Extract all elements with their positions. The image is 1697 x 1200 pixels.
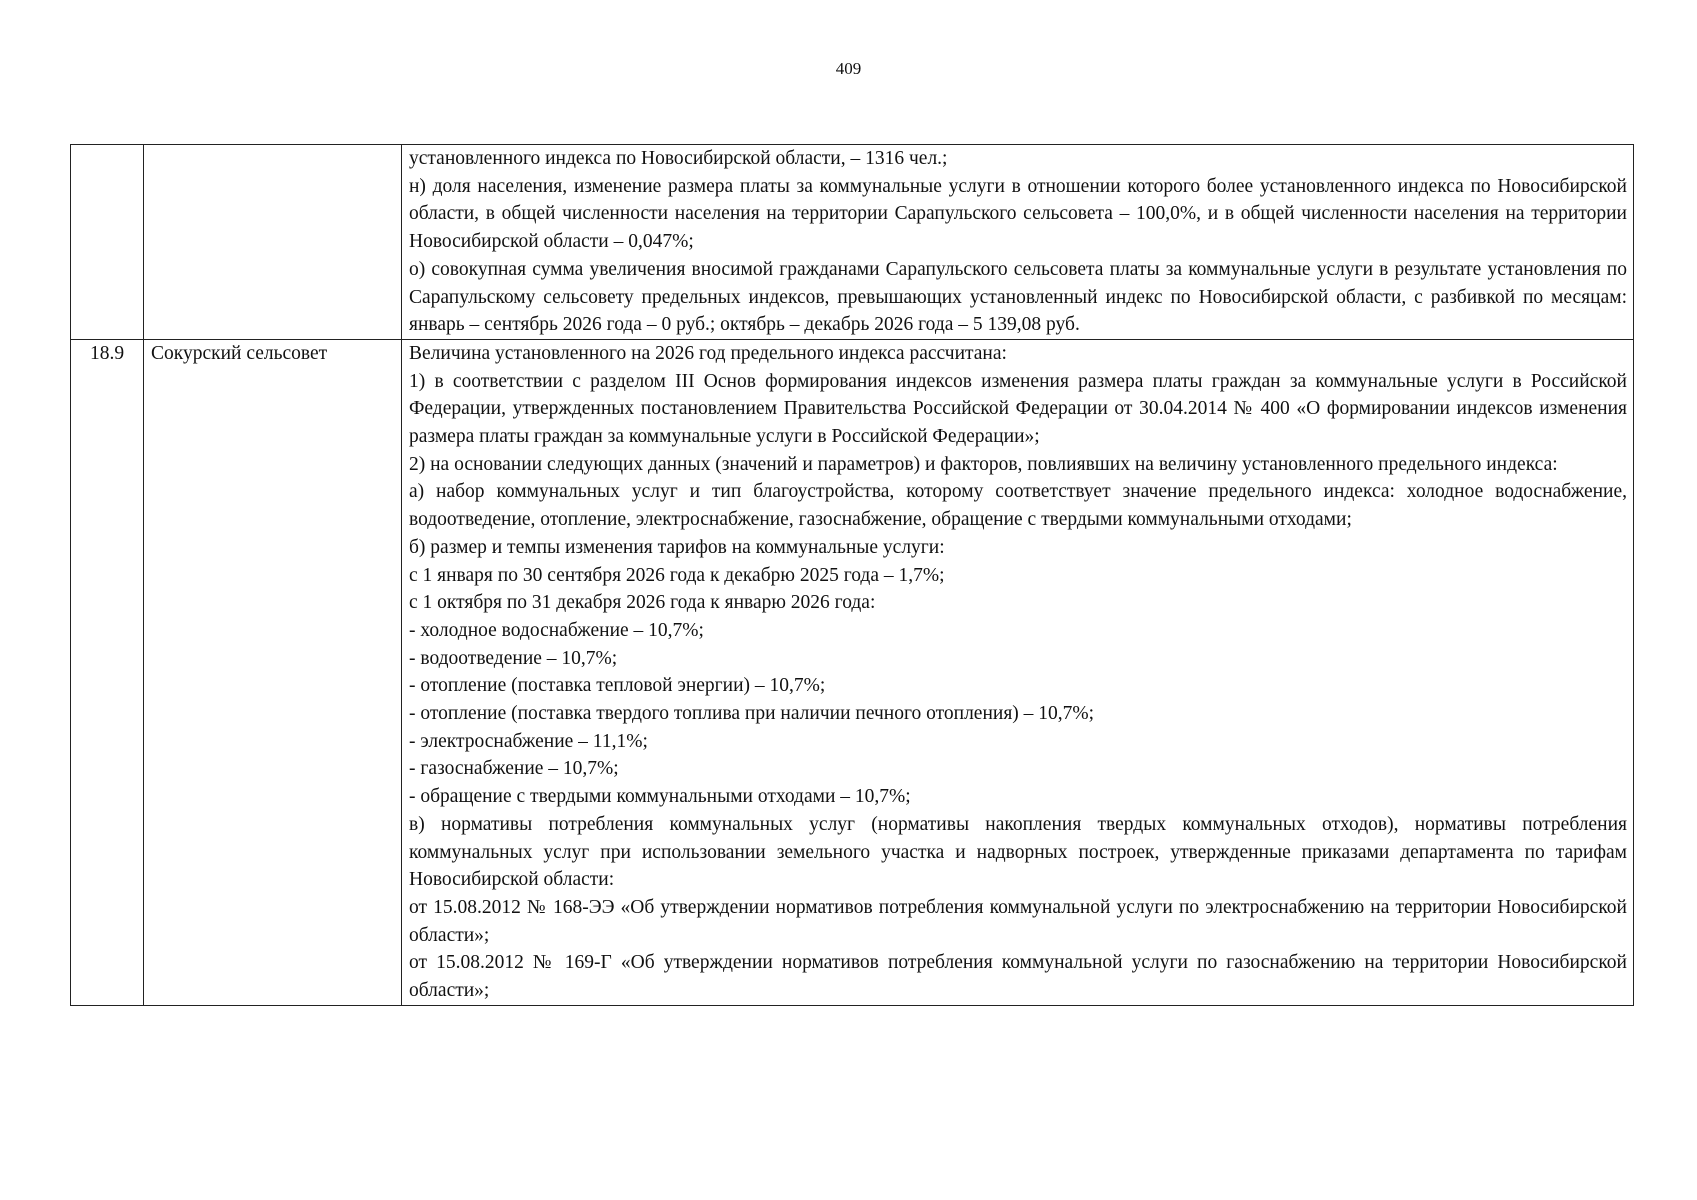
paragraph: от 15.08.2012 № 169-Г «Об утверждении нормативов потребления коммунальной услуги по газоснабжению на территории Новосибирской области»; xyxy=(409,952,1627,1002)
paragraph: - отопление (поставка тепловой энергии) – 10,7%; xyxy=(409,675,826,697)
paragraph: 1) в соответствии с разделом III Основ формирования индексов изменения размера платы граждан за коммунальные услуги в Российской Федерации, утвержденных постановлением Правительства Российской Федерации от 30.04.2014 № 400 «О формировании индексов изменения размера платы граждан за коммунальные услуги в Российской Федерации»; xyxy=(409,370,1627,448)
paragraph: - водоотведение – 10,7%; xyxy=(409,647,618,669)
paragraph: с 1 октября по 31 декабря 2026 года к январю 2026 года: xyxy=(409,592,876,614)
paragraph: - отопление (поставка твердого топлива при наличии печного отопления) – 10,7%; xyxy=(409,703,1095,725)
paragraph: о) совокупная сумма увеличения вносимой гражданами Сарапульского сельсовета платы за коммунальные услуги в результате установления по Сарапульскому сельсовету предельных индексов, превышающих установленный индекс по Новосибирской области, с разбивкой по месяцам: январь – сентябрь 2026 года – 0 руб.; октябрь – декабрь 2026 года – 5 139,08 руб. xyxy=(409,258,1627,336)
paragraph: - холодное водоснабжение – 10,7%; xyxy=(409,619,704,641)
description-cell xyxy=(402,339,1634,1005)
paragraph: установленного индекса по Новосибирской области, – 1316 чел.; xyxy=(409,148,948,169)
paragraph: в) нормативы потребления коммунальных услуг (нормативы накопления твердых коммунальных отходов), нормативы потребления коммунальных услуг при использовании земельного участка и надворных построек, утвержденные приказами департамента по тарифам Новосибирской области: xyxy=(409,813,1627,891)
row-number-cell xyxy=(71,145,144,340)
description-cell xyxy=(402,145,1634,340)
paragraph: - газоснабжение – 10,7%; xyxy=(409,758,619,780)
table-row-continuation xyxy=(71,145,1634,340)
settlement-name-cell xyxy=(144,145,402,340)
paragraph: - обращение с твердыми коммунальными отходами – 10,7%; xyxy=(409,786,911,808)
row-number-cell: 18.9 xyxy=(71,339,144,1005)
paragraph: 2) на основании следующих данных (значений и параметров) и факторов, повлиявших на величину установленного предельного индекса: xyxy=(409,453,1558,475)
settlement-name-cell: Сокурский сельсовет xyxy=(144,339,402,1005)
paragraph: а) набор коммунальных услуг и тип благоустройства, которому соответствует значение предельного индекса: холодное водоснабжение, водоотведение, отопление, электроснабжение, газоснабжение, обращение с твердыми коммунальными отходами; xyxy=(409,481,1627,531)
paragraph: - электроснабжение – 11,1%; xyxy=(409,730,648,752)
index-table xyxy=(70,144,1634,1006)
table-row-18-9 xyxy=(71,339,1634,1005)
paragraph: б) размер и темпы изменения тарифов на коммунальные услуги: xyxy=(409,536,945,558)
paragraph: с 1 января по 30 сентября 2026 года к декабрю 2025 года – 1,7%; xyxy=(409,564,945,586)
page-number: 409 xyxy=(835,59,862,78)
paragraph: Величина установленного на 2026 год предельного индекса рассчитана: xyxy=(409,342,1007,364)
paragraph: от 15.08.2012 № 168-ЭЭ «Об утверждении нормативов потребления коммунальной услуги по электроснабжению на территории Новосибирской области»; xyxy=(409,896,1627,946)
paragraph: н) доля населения, изменение размера платы за коммунальные услуги в отношении которого более установленного индекса по Новосибирской области, в общей численности населения на территории Сарапульского сельсовета – 100,0%, и в общей численности населения на территории Новосибирской области – 0,047%; xyxy=(409,175,1627,253)
